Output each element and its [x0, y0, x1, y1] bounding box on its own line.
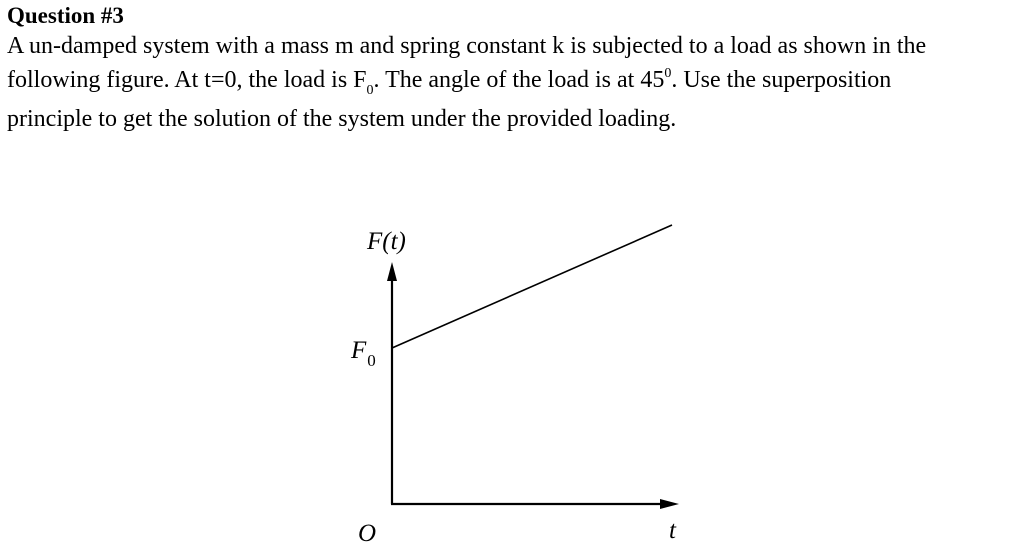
y-axis-label: F(t): [367, 228, 406, 255]
question-text-line-3: principle to get the solution of the system under the provided loading.: [7, 106, 677, 132]
line2-part-b: . The angle of the load is at 45: [373, 67, 665, 93]
degree-superscript: 0: [664, 66, 672, 81]
f0-label-main: F: [351, 337, 367, 364]
origin-label: O: [358, 520, 377, 543]
line2-part-c: . Use the superposition: [671, 67, 892, 93]
x-axis-label: t: [669, 517, 676, 543]
f0-label-sub: 0: [367, 351, 376, 370]
load-line: [392, 225, 672, 348]
f0-subscript: 0: [366, 83, 374, 98]
x-axis-arrow: [660, 499, 679, 509]
line2-part-a: following figure. At t=0, the load is F: [7, 67, 367, 93]
f0-label: [350, 337, 376, 370]
question-heading: Question #3: [7, 3, 124, 28]
question-text-line-1: A un-damped system with a mass m and spring constant k is subjected to a load as shown in the: [7, 33, 927, 59]
y-axis-arrow: [387, 262, 397, 281]
